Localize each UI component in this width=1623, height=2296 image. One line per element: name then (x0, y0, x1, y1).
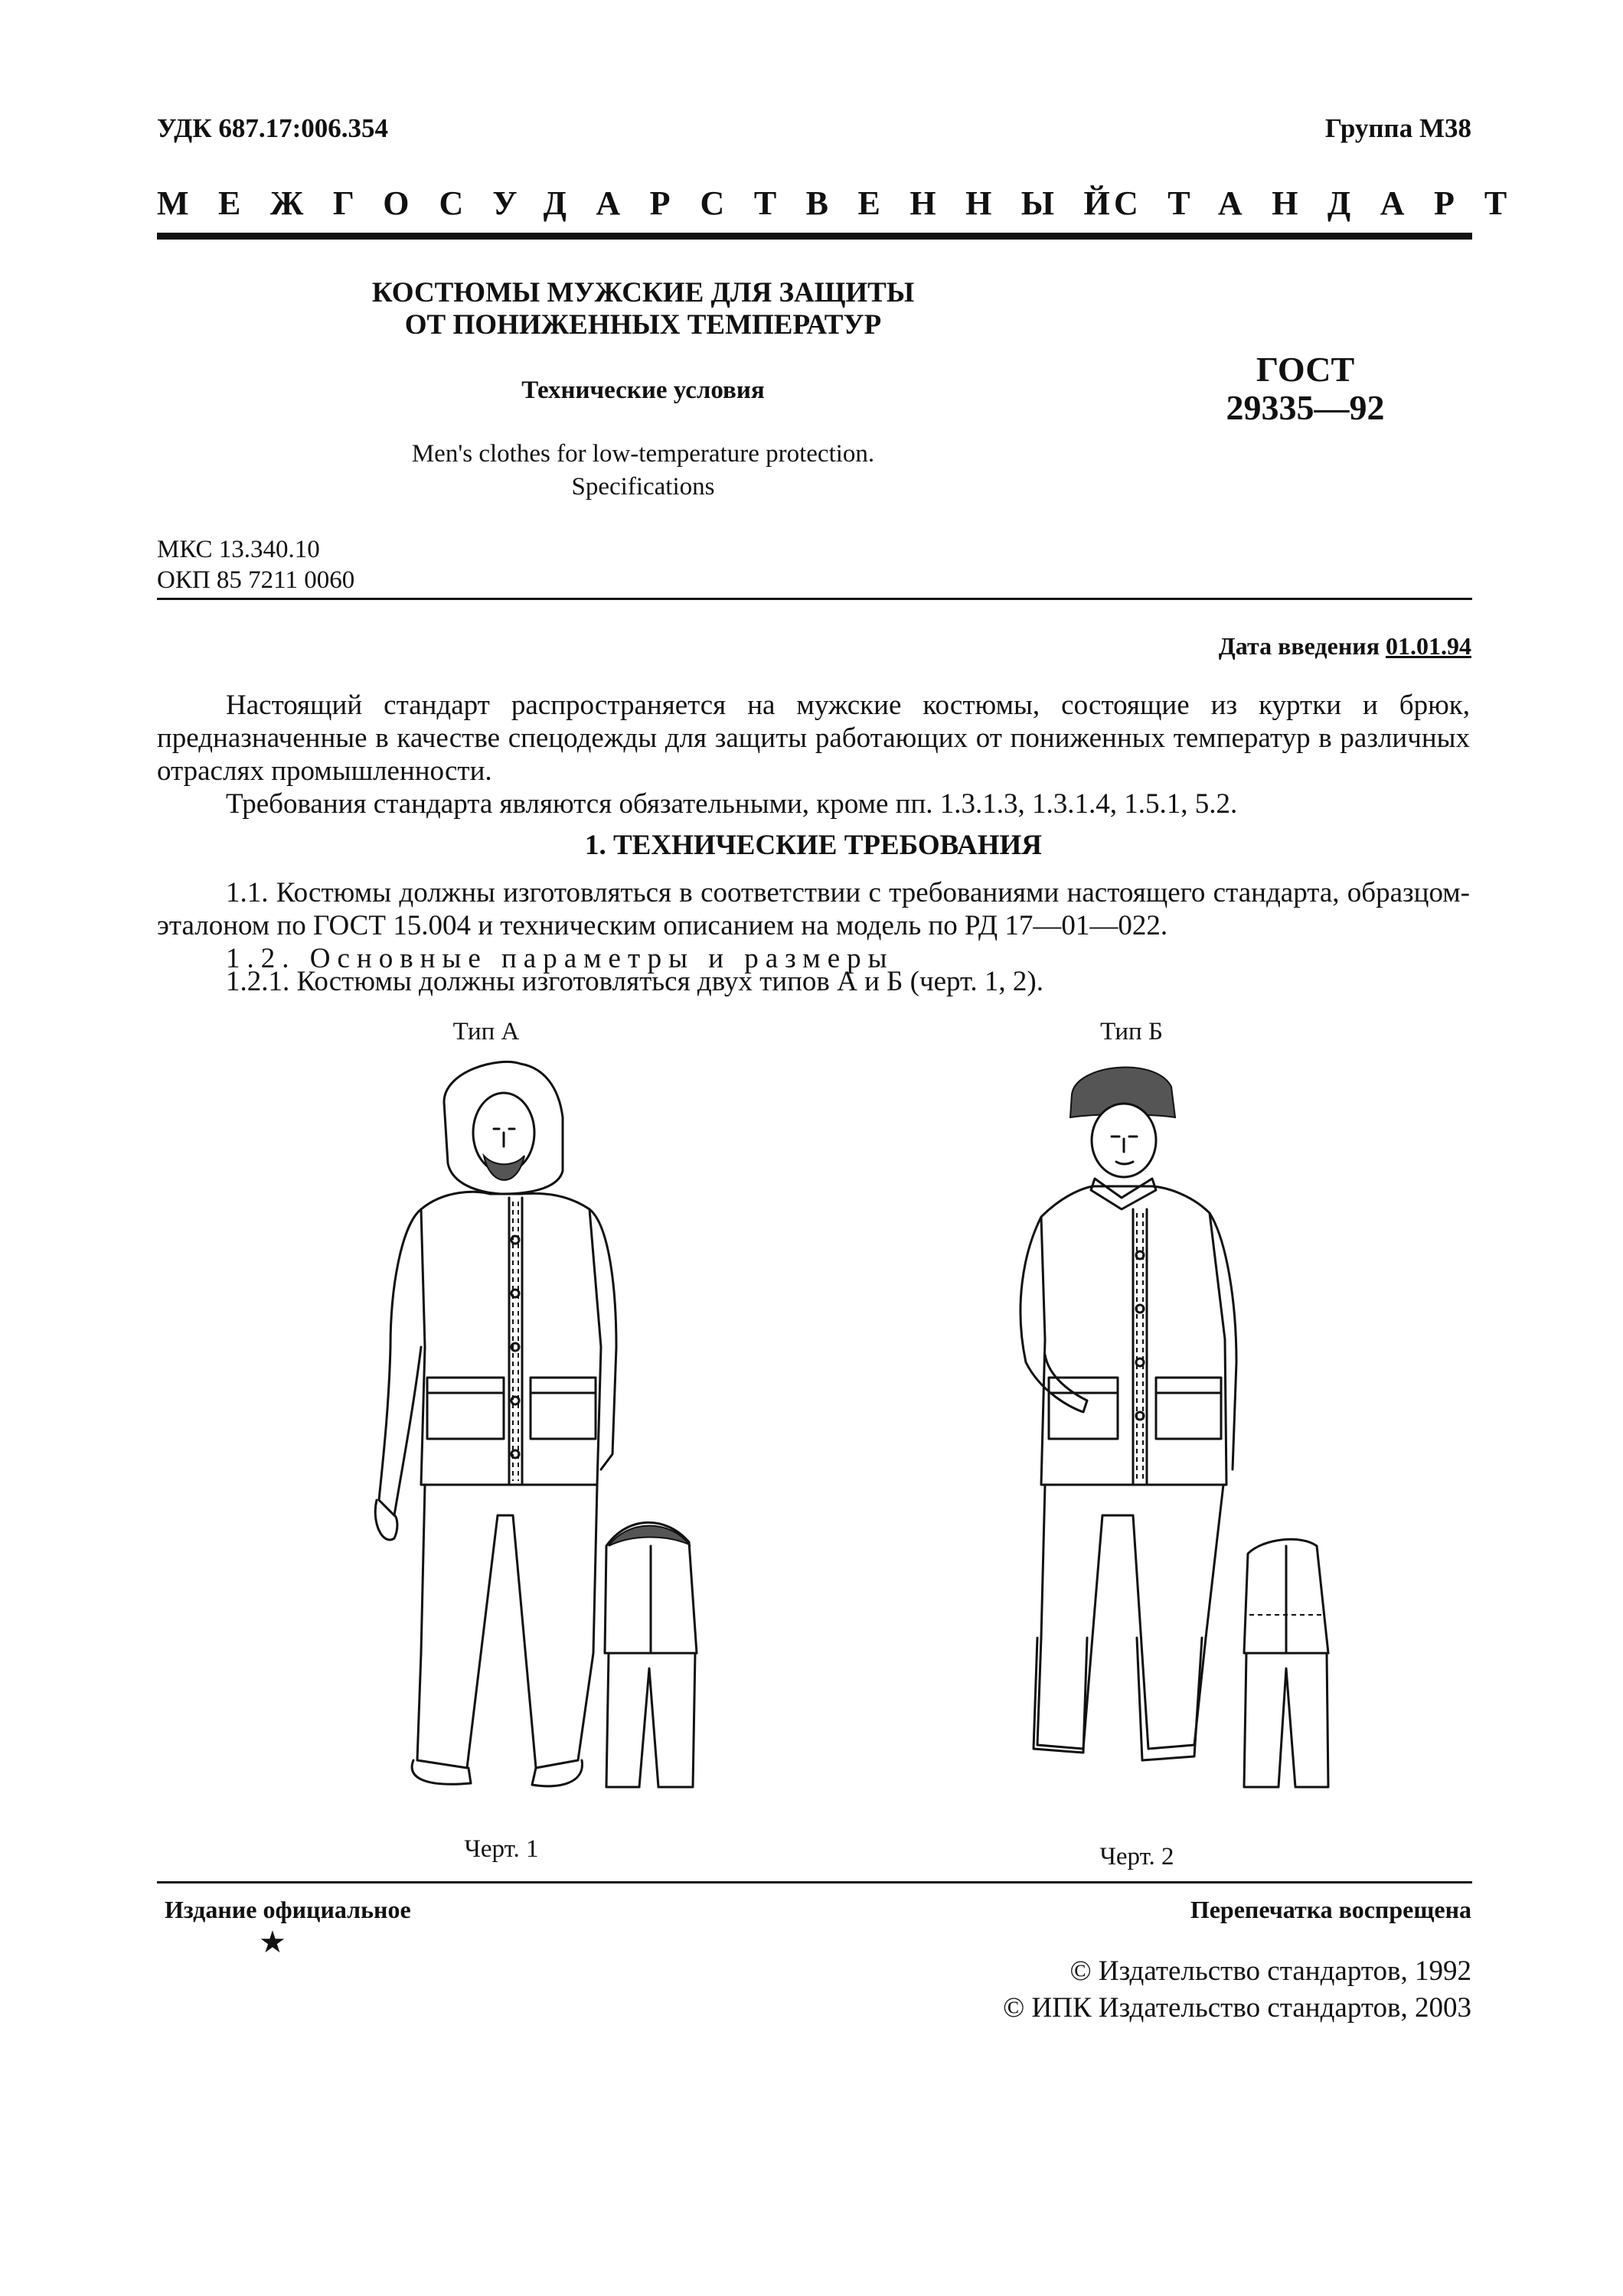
group-code: Группа М38 (1324, 113, 1471, 143)
banner-standard: СТАНДАРТ (1114, 184, 1536, 222)
figure-1-type-label: Тип А (452, 1018, 520, 1045)
copyright-1992: © Издательство стандартов, 1992 (1069, 1955, 1471, 1987)
star-icon: ★ (259, 1925, 286, 1959)
subtitle: Технические условия (521, 377, 765, 404)
intro-date-value: 01.01.94 (1386, 632, 1471, 660)
banner-interstate: МЕЖГОСУДАРСТВЕННЫЙ (157, 184, 1140, 222)
paragraph-1-2-text: 1.2. Основные параметры и размеры (226, 943, 894, 974)
gost-label: ГОСТ (1256, 350, 1355, 389)
paragraph-1-2-1 (157, 965, 1470, 998)
section-title: 1. ТЕХНИЧЕСКИЕ ТРЕБОВАНИЯ (584, 830, 1043, 861)
paragraph-scope-text: Настоящий стандарт распространяется на мужские костюмы, состоящие из куртки и брюк, предназначенные в качестве спецодежды для защиты работающих от пониженных температур в различных отраслях промышленности. (157, 690, 1470, 787)
paragraph-1-2-1-text: 1.2.1. Костюмы должны изготовляться двух типов А и Б (черт. 1, 2). (226, 966, 1043, 997)
title-block (306, 277, 980, 341)
paragraph-scope (157, 689, 1470, 788)
footer-rule (157, 1881, 1472, 1883)
mks-code: МКС 13.340.10 (157, 536, 320, 563)
figure-2-type-label: Тип Б (1100, 1018, 1163, 1045)
figure-2-caption: Черт. 2 (1099, 1843, 1174, 1870)
codes-rule (157, 598, 1472, 600)
copyright-block (1003, 1953, 1471, 2027)
classification-codes (157, 534, 354, 595)
paragraph-mandatory-text: Требования стандарта являются обязательными, кроме пп. 1.3.1.3, 1.3.1.4, 1.5.1, 5.2. (226, 788, 1238, 820)
reprint-prohibited: Перепечатка воспрещена (1190, 1896, 1471, 1923)
gost-number: 29335—92 (1226, 388, 1385, 427)
figure-1-caption: Черт. 1 (464, 1835, 539, 1863)
english-title-line-2: Specifications (571, 473, 715, 501)
paragraph-1-1-text: 1.1. Костюмы должны изготовляться в соответствии с требованиями настоящего стандарта, образцом-эталоном по ГОСТ 15.004 и техническим описанием на модель по РД 17—01—022. (157, 877, 1470, 941)
english-title (306, 438, 980, 504)
gost-designation (1194, 351, 1416, 427)
intro-date (1219, 632, 1471, 660)
figure-2-drawing-type-b (942, 1056, 1386, 1799)
copyright-2003: © ИПК Издательство стандартов, 2003 (1003, 1992, 1471, 2024)
title-line-1: КОСТЮМЫ МУЖСКИЕ ДЛЯ ЗАЩИТЫ (371, 277, 915, 308)
english-title-line-1: Men's clothes for low-temperature protection. (411, 440, 875, 468)
banner-rule (157, 233, 1472, 240)
figure-1-drawing-type-a (306, 1056, 720, 1799)
official-edition: Издание официальное (165, 1896, 411, 1923)
title-line-2: ОТ ПОНИЖЕННЫХ ТЕМПЕРАТУР (404, 309, 882, 341)
paragraph-1-1 (157, 876, 1470, 942)
okp-code: ОКП 85 7211 0060 (157, 566, 355, 594)
intro-date-label: Дата введения (1218, 632, 1380, 660)
udk-code: УДК 687.17:006.354 (157, 113, 389, 143)
paragraph-mandatory (157, 788, 1470, 820)
